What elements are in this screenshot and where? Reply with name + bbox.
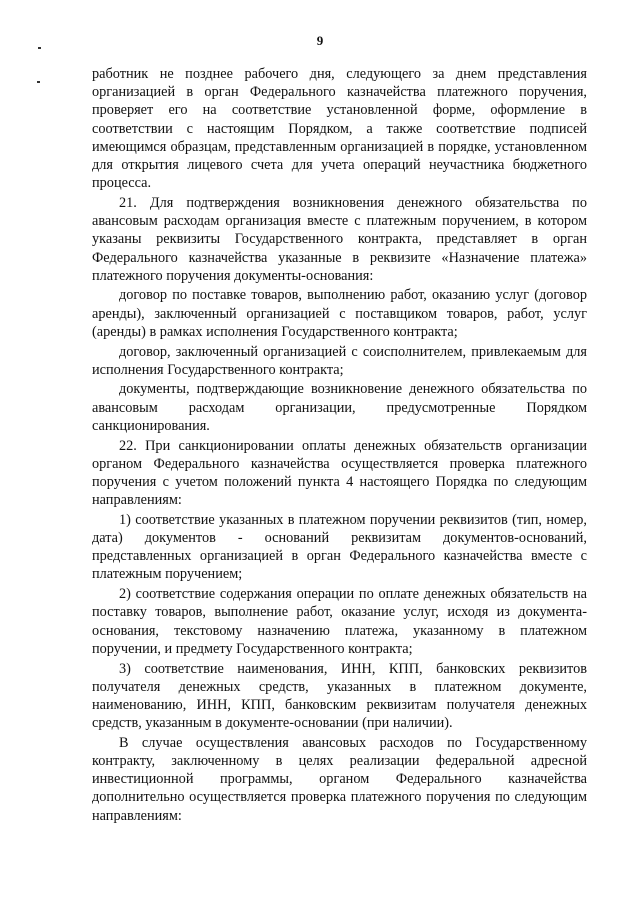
paragraph: 21. Для подтверждения возникновения денежного обязательства по авансовым расходам организация вместе с платежным поручением, в котором указаны реквизиты Государственного контракта, представляет в орган Федерального казначейства указанные в реквизите «Назначение платежа» платежного поручения документы-основания:	[92, 194, 587, 284]
document-body	[92, 65, 587, 826]
paragraph: работник не позднее рабочего дня, следующего за днем представления организацией в орган Федерального казначейства платежного поручения, проверяет его на соответствие установленной форме, оформление в соответствии с настоящим Порядком, а также соответствие подписей имеющимся образцам, представленным организацией в порядке, установленном для открытия лицевого счета для учета операций неучастника бюджетного процесса.	[92, 66, 587, 192]
paragraph: 2) соответствие содержания операции по оплате денежных обязательств на поставку товаров, выполнение работ, оказание услуг, исходя из документа-основания, текстовому назначению платежа, указанному в платежном поручении, и предмету Государственного контракта;	[92, 586, 587, 657]
paragraph: договор по поставке товаров, выполнению работ, оказанию услуг (договор аренды), заключенный организацией с поставщиком товаров, работ, услуг (аренды) в рамках исполнения Государственного контракта;	[92, 287, 587, 340]
paragraph: 1) соответствие указанных в платежном поручении реквизитов (тип, номер, дата) документов - оснований реквизитам документов-оснований, представленных организацией в орган Федерального казначейства вместе с платежным поручением;	[92, 511, 587, 583]
scan-mark	[37, 81, 40, 83]
paragraph: В случае осуществления авансовых расходов по Государственному контракту, заключенному в целях реализации федеральной адресной инвестиционной программы, органом Федерального казначейства дополнительно осуществляется проверка платежного поручения по следующим направлениям:	[92, 734, 587, 824]
paragraph: договор, заключенный организацией с соисполнителем, привлекаемым для исполнения Государственного контракта;	[92, 343, 587, 378]
paragraph: 22. При санкционировании оплаты денежных обязательств организации органом Федерального казначейства осуществляется проверка платежного поручения с учетом положений пункта 4 настоящего Порядка по следующим направлениям:	[92, 437, 587, 509]
paragraph: документы, подтверждающие возникновение денежного обязательства по авансовым расходам организации, предусмотренные Порядком санкционирования.	[92, 381, 587, 434]
page-number: 9	[316, 33, 324, 48]
paragraph: 3) соответствие наименования, ИНН, КПП, банковских реквизитов получателя денежных средств, указанных в платежном документе, наименованию, ИНН, КПП, банковским реквизитам получателя денежных средств, указанным в документе-основании (при наличии).	[92, 660, 587, 732]
